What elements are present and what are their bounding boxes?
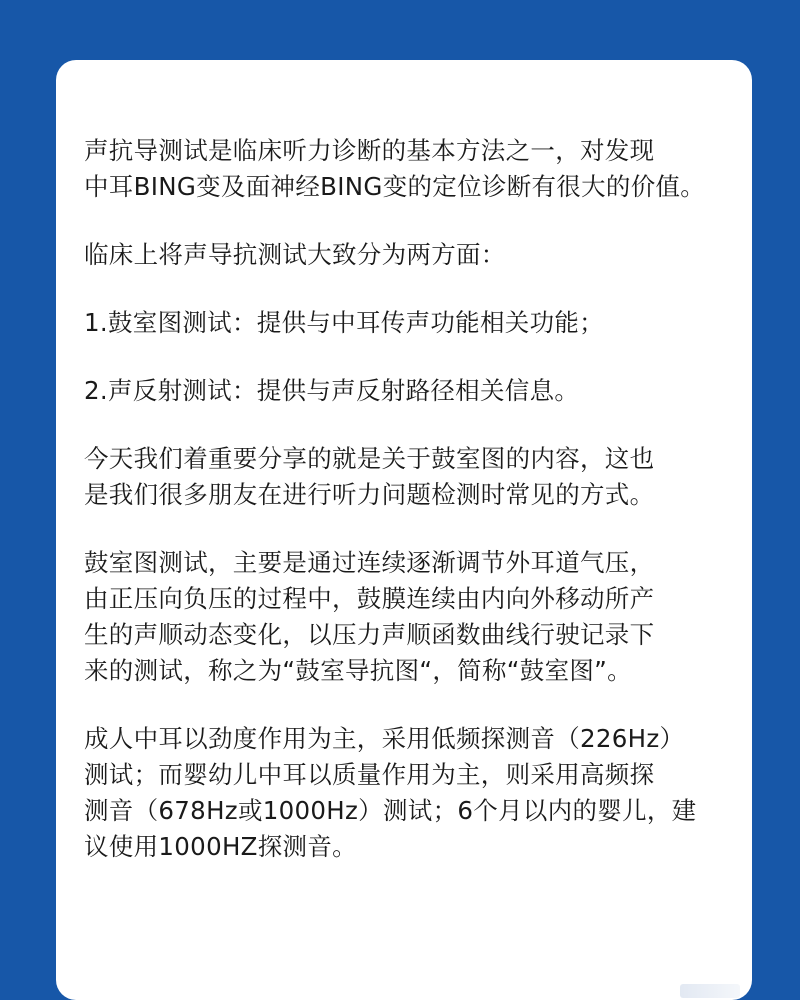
tympanogram-definition-paragraph (84, 545, 732, 689)
text-line: 由正压向负压的过程中，鼓膜连续由内向外移动所产 (84, 584, 655, 613)
watermark (680, 984, 740, 998)
text-line: 是我们很多朋友在进行听力问题检测时常见的方式。 (84, 480, 655, 509)
list-item-acoustic-reflex (84, 373, 732, 409)
text-line: 来的测试，称之为“鼓室导抗图“，简称“鼓室图”。 (84, 656, 632, 685)
text-line: 议使用1000HZ探测音。 (84, 832, 357, 861)
categories-heading (84, 237, 732, 273)
content-card (56, 60, 752, 1000)
text-line: 临床上将声导抗测试大致分为两方面： (84, 240, 506, 269)
intro-paragraph (84, 133, 732, 205)
probe-tone-paragraph (84, 721, 732, 865)
text-line: 今天我们着重要分享的就是关于鼓室图的内容，这也 (84, 444, 655, 473)
text-line: 测试；而婴幼儿中耳以质量作用为主，则采用高频探 (84, 760, 655, 789)
text-line: 2.声反射测试：提供与声反射路径相关信息。 (84, 376, 580, 405)
text-line: 生的声顺动态变化，以压力声顺函数曲线行驶记录下 (84, 620, 655, 649)
text-line: 中耳BING变及面神经BING变的定位诊断有很大的价值。 (84, 172, 706, 201)
text-line: 1.鼓室图测试：提供与中耳传声功能相关功能； (84, 308, 604, 337)
text-line: 成人中耳以劲度作用为主，采用低频探测音（226Hz） (84, 724, 685, 753)
text-line: 声抗导测试是临床听力诊断的基本方法之一，对发现 (84, 136, 655, 165)
list-item-tympanogram (84, 305, 732, 341)
focus-paragraph (84, 441, 732, 513)
text-line: 鼓室图测试，主要是通过连续逐渐调节外耳道气压， (84, 548, 655, 577)
text-line: 测音（678Hz或1000Hz）测试；6个月以内的婴儿，建 (84, 796, 697, 825)
